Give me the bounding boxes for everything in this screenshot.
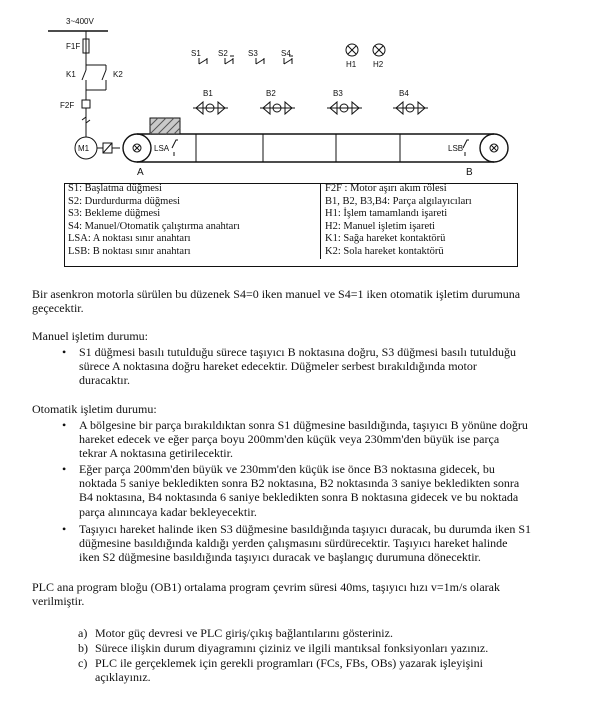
legend-row <box>64 183 518 196</box>
switch-s1-label: S1 <box>191 49 201 58</box>
auto-heading: Otomatik işletim durumu: <box>32 402 157 416</box>
text-line: verilmiştir. <box>32 594 85 608</box>
text-line: PLC ile gerçeklemek için gerekli programları (FCs, FBs, OBs) yazarak işleyişini <box>95 656 483 670</box>
question-b-text: Sürece ilişkin durum diyagramını çiziniz ve ilgili mantıksal fonksiyonları yazınız. <box>95 641 489 655</box>
point-b-label: B <box>466 167 473 178</box>
legend-left-cell: S2: Durdurdurma düğmesi <box>64 196 321 209</box>
question-a-text: Motor güç devresi ve PLC giriş/çıkış bağlantılarını gösteriniz. <box>95 626 393 640</box>
f2f-label: F2F <box>60 101 75 110</box>
text-line: duracaktır. <box>79 373 130 388</box>
bullet-mark: • <box>62 462 67 476</box>
legend-right-cell: B1, B2, B3,B4: Parça algılayıcıları <box>325 195 472 207</box>
legend-table <box>64 183 518 259</box>
question-a-label: a) <box>78 626 88 640</box>
supply-label: 3~400V <box>66 17 94 26</box>
k2-label: K2 <box>113 70 123 79</box>
legend-left-cell: S1: Başlatma düğmesi <box>64 183 321 196</box>
point-a-label: A <box>137 167 144 178</box>
text-line: iken S2 düğmesine basıldığında taşıyıcı duracak ve başlangıç durumuna dönecektir. <box>79 550 481 565</box>
switch-s4-label: S4 <box>281 49 291 58</box>
question-c-text <box>95 656 525 684</box>
legend-row <box>64 196 518 209</box>
text-line: Eğer parça 200mm'den büyük ve 230mm'den küçük ise önce B3 noktasına gidecek, bu <box>79 462 495 476</box>
text-line: A bölgesine bir parça bırakıldıktan sonra S1 düğmesine basıldığında, taşıyıcı B yönüne doğru <box>79 418 528 432</box>
intro-paragraph <box>32 287 552 315</box>
text-line: tekrar A noktasına getirilecektir. <box>79 446 233 461</box>
text-line: B4 noktasına, B4 noktasında 6 saniye bekledikten sonra B noktasına gidecek ve bu noktada <box>79 490 519 505</box>
bullet-mark: • <box>62 345 67 359</box>
legend-row <box>64 246 518 259</box>
legend-row <box>64 208 518 221</box>
switch-s3-label: S3 <box>248 49 258 58</box>
text-line: açıklayınız. <box>95 670 151 684</box>
auto-bullet-2 <box>79 462 549 519</box>
text-line: Bir asenkron motorla sürülen bu düzenek S4=0 iken manuel ve S4=1 iken otomatik işletim durumuna <box>32 287 521 301</box>
lsb-label: LSB <box>448 144 464 153</box>
text-line: Taşıyıcı hareket halinde iken S3 düğmesine basıldığında taşıyıcı duracak, bu durumda iken S1 <box>79 522 532 536</box>
legend-right-cell: K2: Sola hareket kontaktörü <box>325 245 444 257</box>
bullet-mark: • <box>62 522 67 536</box>
switch-s2-label: S2 <box>218 49 228 58</box>
text-line: PLC ana program bloğu (OB1) ortalama program çevrim süresi 40ms, taşıyıcı hızı v=1m/s olarak <box>32 580 500 594</box>
sensor-b1-label: B1 <box>203 89 213 98</box>
legend-right-cell: H1: İşlem tamamlandı işareti <box>325 208 448 220</box>
legend-row <box>64 233 518 246</box>
legend-left-cell: S4: Manuel/Otomatik çalıştırma anahtarı <box>64 221 321 234</box>
m1-label: M1 <box>78 144 90 153</box>
sensor-b2-label: B2 <box>266 89 276 98</box>
lamp-h1-label: H1 <box>346 60 357 69</box>
sensor-b3-label: B3 <box>333 89 343 98</box>
k1-label: K1 <box>66 70 76 79</box>
legend-right-cell: H2: Manuel işletim işareti <box>325 220 435 232</box>
text-line: düğmesine basıldığında kaldığı yerden çalışmasını sürdürecektir. Taşıyıcı hareket halinde <box>79 536 508 551</box>
text-line: parça alınıncaya kadar bekleyecektir. <box>79 504 257 519</box>
lsa-label: LSA <box>154 144 170 153</box>
manual-bullet-text <box>79 345 549 388</box>
bullet-mark: • <box>62 418 67 432</box>
manual-heading: Manuel işletim durumu: <box>32 329 148 343</box>
auto-bullet-3 <box>79 522 549 565</box>
text-line: S1 düğmesi basılı tutulduğu sürece taşıyıcı B noktasına doğru, S3 düğmesi basılı tutulduğu <box>79 345 516 359</box>
question-b-label: b) <box>78 641 88 655</box>
legend-left-cell: LSA: A noktası sınır anahtarı <box>64 233 321 246</box>
f1f-label: F1F <box>66 42 81 51</box>
legend-right-cell: K1: Sağa hareket kontaktörü <box>325 233 446 245</box>
text-line: geçecektir. <box>32 301 84 315</box>
question-c-label: c) <box>78 656 88 670</box>
sensor-b4-label: B4 <box>399 89 409 98</box>
legend-left-cell: LSB: B noktası sınır anahtarı <box>64 246 321 259</box>
legend-right-cell: F2F : Motor aşırı akım rölesi <box>325 183 447 194</box>
lamp-h2-label: H2 <box>373 60 384 69</box>
plc-paragraph <box>32 580 552 608</box>
legend-left-cell: S3: Bekleme düğmesi <box>64 208 321 221</box>
text-line: hareket edecek ve eğer parça boyu 200mm'den küçük veya 230mm'den büyük ise parça <box>79 432 500 447</box>
legend-row <box>64 221 518 234</box>
text-line: noktada 5 saniye bekledikten sonra B2 noktasına, B2 noktasında 3 saniye bekledikten sonra <box>79 476 520 491</box>
system-diagram <box>0 0 605 182</box>
auto-bullet-1 <box>79 418 549 461</box>
text-line: sürece A noktasına doğru hareket edecektir. Düğmeler serbest bırakıldığında motor <box>79 359 477 374</box>
